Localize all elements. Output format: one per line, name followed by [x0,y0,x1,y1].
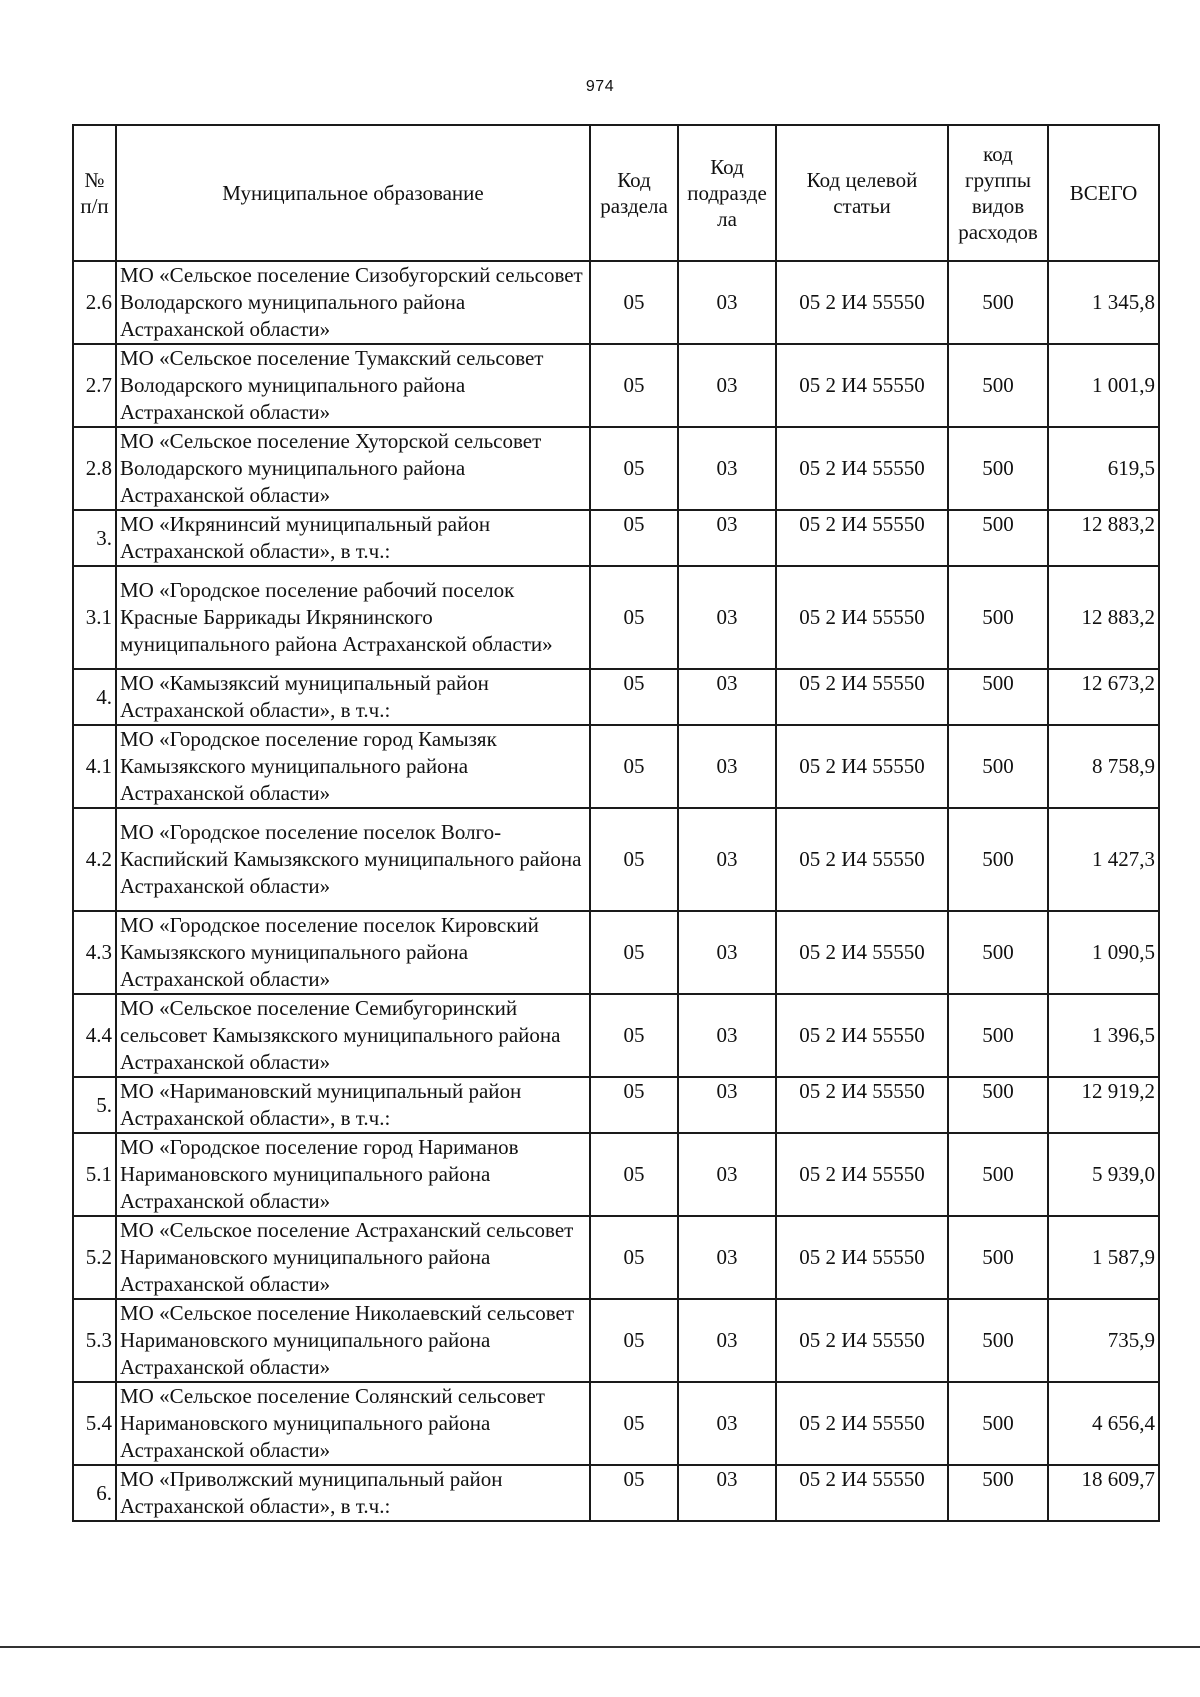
cell-number: 5.3 [73,1299,116,1382]
table-row [73,725,1159,808]
cell-expense-group-code: 500 [948,510,1048,566]
cell-section-code: 05 [590,669,678,725]
cell-expense-group-code: 500 [948,808,1048,911]
cell-number: 4. [73,669,116,725]
cell-municipality: МО «Сельское поселение Семибугоринский сельсовет Камызякского муниципального района Астраханской области» [116,994,590,1077]
cell-total: 18 609,7 [1048,1465,1159,1521]
cell-target-article-code: 05 2 И4 55550 [776,566,948,669]
cell-target-article-code: 05 2 И4 55550 [776,344,948,427]
cell-total: 1 396,5 [1048,994,1159,1077]
cell-municipality: МО «Сельское поселение Николаевский сельсовет Наримановского муниципального района Астраханской области» [116,1299,590,1382]
cell-expense-group-code: 500 [948,427,1048,510]
cell-section-code: 05 [590,1382,678,1465]
cell-municipality: МО «Городское поселение город Нариманов Наримановского муниципального района Астраханской области» [116,1133,590,1216]
cell-section-code: 05 [590,1299,678,1382]
cell-target-article-code: 05 2 И4 55550 [776,994,948,1077]
cell-number: 5.2 [73,1216,116,1299]
cell-subsection-code: 03 [678,994,776,1077]
table-row [73,1299,1159,1382]
cell-number: 5.4 [73,1382,116,1465]
cell-expense-group-code: 500 [948,1465,1048,1521]
cell-section-code: 05 [590,1465,678,1521]
table-row [73,1465,1159,1521]
cell-subsection-code: 03 [678,1133,776,1216]
cell-section-code: 05 [590,344,678,427]
cell-total: 12 673,2 [1048,669,1159,725]
cell-section-code: 05 [590,1216,678,1299]
cell-expense-group-code: 500 [948,911,1048,994]
cell-number: 4.2 [73,808,116,911]
cell-target-article-code: 05 2 И4 55550 [776,427,948,510]
cell-expense-group-code: 500 [948,566,1048,669]
cell-target-article-code: 05 2 И4 55550 [776,510,948,566]
table-row [73,1077,1159,1133]
cell-target-article-code: 05 2 И4 55550 [776,1382,948,1465]
cell-subsection-code: 03 [678,566,776,669]
cell-subsection-code: 03 [678,669,776,725]
cell-expense-group-code: 500 [948,1299,1048,1382]
cell-target-article-code: 05 2 И4 55550 [776,725,948,808]
table-row [73,1216,1159,1299]
cell-municipality: МО «Приволжский муниципальный район Астраханской области», в т.ч.: [116,1465,590,1521]
cell-target-article-code: 05 2 И4 55550 [776,669,948,725]
cell-section-code: 05 [590,510,678,566]
cell-section-code: 05 [590,566,678,669]
cell-total: 1 001,9 [1048,344,1159,427]
cell-subsection-code: 03 [678,510,776,566]
cell-expense-group-code: 500 [948,261,1048,344]
cell-municipality: МО «Сельское поселение Сизобугорский сельсовет Володарского муниципального района Астраханской области» [116,261,590,344]
cell-municipality: МО «Городское поселение рабочий поселок Красные Баррикады Икрянинского муниципального района Астраханской области» [116,566,590,669]
cell-subsection-code: 03 [678,1077,776,1133]
cell-section-code: 05 [590,427,678,510]
cell-expense-group-code: 500 [948,344,1048,427]
cell-target-article-code: 05 2 И4 55550 [776,1299,948,1382]
cell-expense-group-code: 500 [948,1382,1048,1465]
cell-target-article-code: 05 2 И4 55550 [776,808,948,911]
cell-expense-group-code: 500 [948,1216,1048,1299]
cell-number: 3. [73,510,116,566]
cell-target-article-code: 05 2 И4 55550 [776,1216,948,1299]
budget-table [72,124,1160,1522]
header-number: № п/п [73,125,116,261]
cell-total: 1 345,8 [1048,261,1159,344]
cell-subsection-code: 03 [678,344,776,427]
cell-expense-group-code: 500 [948,994,1048,1077]
cell-municipality: МО «Сельское поселение Тумакский сельсовет Володарского муниципального района Астраханской области» [116,344,590,427]
table-row [73,566,1159,669]
cell-number: 2.6 [73,261,116,344]
cell-total: 5 939,0 [1048,1133,1159,1216]
cell-expense-group-code: 500 [948,669,1048,725]
table-row [73,1133,1159,1216]
cell-subsection-code: 03 [678,1216,776,1299]
cell-section-code: 05 [590,725,678,808]
header-municipality: Муниципальное образование [116,125,590,261]
header-section-code: Код раздела [590,125,678,261]
cell-municipality: МО «Сельское поселение Солянский сельсовет Наримановского муниципального района Астраханской области» [116,1382,590,1465]
table-header [73,125,1159,261]
cell-target-article-code: 05 2 И4 55550 [776,1077,948,1133]
cell-section-code: 05 [590,911,678,994]
cell-target-article-code: 05 2 И4 55550 [776,1133,948,1216]
cell-subsection-code: 03 [678,427,776,510]
table-row [73,344,1159,427]
cell-subsection-code: 03 [678,1465,776,1521]
cell-section-code: 05 [590,808,678,911]
cell-subsection-code: 03 [678,911,776,994]
table-row [73,808,1159,911]
cell-municipality: МО «Городское поселение город Камызяк Камызякского муниципального района Астраханской области» [116,725,590,808]
cell-expense-group-code: 500 [948,1133,1048,1216]
header-expense-group-code: код группы видов расходов [948,125,1048,261]
cell-total: 12 883,2 [1048,566,1159,669]
cell-total: 8 758,9 [1048,725,1159,808]
cell-number: 3.1 [73,566,116,669]
cell-expense-group-code: 500 [948,725,1048,808]
cell-number: 4.3 [73,911,116,994]
table-row [73,510,1159,566]
cell-section-code: 05 [590,1133,678,1216]
cell-section-code: 05 [590,261,678,344]
cell-municipality: МО «Городское поселение поселок Волго-Каспийский Камызякского муниципального района Астраханской области» [116,808,590,911]
table-row [73,261,1159,344]
cell-municipality: МО «Камызяксий муниципальный район Астраханской области», в т.ч.: [116,669,590,725]
cell-municipality: МО «Сельское поселение Хуторской сельсовет Володарского муниципального района Астраханской области» [116,427,590,510]
table-row [73,911,1159,994]
cell-section-code: 05 [590,1077,678,1133]
header-total: ВСЕГО [1048,125,1159,261]
cell-municipality: МО «Городское поселение поселок Кировский Камызякского муниципального района Астраханской области» [116,911,590,994]
cell-subsection-code: 03 [678,1299,776,1382]
table-row [73,994,1159,1077]
cell-subsection-code: 03 [678,261,776,344]
cell-total: 12 919,2 [1048,1077,1159,1133]
cell-number: 5. [73,1077,116,1133]
cell-municipality: МО «Икрянинсий муниципальный район Астраханской области», в т.ч.: [116,510,590,566]
cell-target-article-code: 05 2 И4 55550 [776,261,948,344]
cell-subsection-code: 03 [678,1382,776,1465]
bottom-rule [0,1646,1200,1648]
cell-expense-group-code: 500 [948,1077,1048,1133]
cell-total: 1 587,9 [1048,1216,1159,1299]
cell-total: 12 883,2 [1048,510,1159,566]
cell-target-article-code: 05 2 И4 55550 [776,911,948,994]
header-target-article-code: Код целевой статьи [776,125,948,261]
cell-section-code: 05 [590,994,678,1077]
cell-number: 2.7 [73,344,116,427]
header-subsection-code: Код подразде ла [678,125,776,261]
cell-number: 4.4 [73,994,116,1077]
cell-municipality: МО «Сельское поселение Астраханский сельсовет Наримановского муниципального района Астраханской области» [116,1216,590,1299]
header-row [73,125,1159,261]
table-row [73,669,1159,725]
cell-total: 1 090,5 [1048,911,1159,994]
cell-target-article-code: 05 2 И4 55550 [776,1465,948,1521]
cell-total: 619,5 [1048,427,1159,510]
cell-total: 1 427,3 [1048,808,1159,911]
cell-subsection-code: 03 [678,725,776,808]
cell-number: 2.8 [73,427,116,510]
cell-number: 4.1 [73,725,116,808]
cell-municipality: МО «Наримановский муниципальный район Астраханской области», в т.ч.: [116,1077,590,1133]
table-body [73,261,1159,1521]
cell-number: 5.1 [73,1133,116,1216]
cell-total: 735,9 [1048,1299,1159,1382]
table-row [73,1382,1159,1465]
cell-subsection-code: 03 [678,808,776,911]
page-number: 974 [585,78,615,95]
cell-total: 4 656,4 [1048,1382,1159,1465]
table-row [73,427,1159,510]
cell-number: 6. [73,1465,116,1521]
